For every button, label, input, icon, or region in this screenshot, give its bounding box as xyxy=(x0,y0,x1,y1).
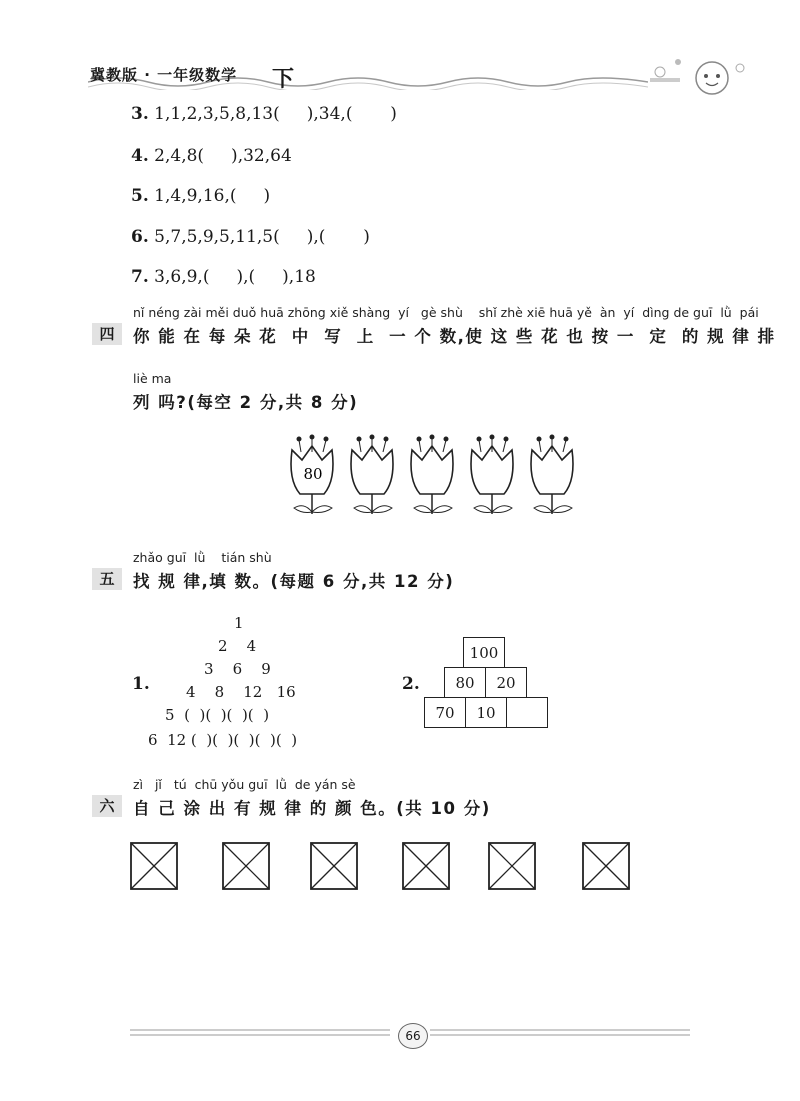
section4-instruction-line2: 列 吗?(每空 2 分,共 8 分) xyxy=(133,393,359,412)
triangle-row-3: 3 6 9 xyxy=(204,660,271,678)
cartoon-decoration-icon xyxy=(640,48,750,98)
section4-pinyin-line2: liè ma xyxy=(133,371,172,386)
section6-instruction: 自 己 涂 出 有 规 律 的 颜 色。(共 10 分) xyxy=(133,799,491,818)
section5-badge: 五 xyxy=(92,568,122,590)
triangle-row-1: 1 xyxy=(234,614,244,632)
page-number: 66 xyxy=(398,1023,428,1049)
flower-row xyxy=(280,432,580,524)
pyramid-cell-mid-left: 80 xyxy=(444,667,486,698)
sequence-question-7 xyxy=(131,267,316,287)
sequence-question-4 xyxy=(131,146,292,166)
book-volume: 下 xyxy=(272,67,295,92)
sequence-text: 1,4,9,16,( ) xyxy=(148,186,271,206)
sequence-question-5 xyxy=(131,186,270,206)
question-1-label: 1. xyxy=(132,674,150,694)
sequence-text: 1,1,2,3,5,8,13( ),34,( ) xyxy=(148,104,397,124)
section5-pinyin: zhǎo guī lǜ tián shù xyxy=(133,550,272,565)
coloring-box-4[interactable] xyxy=(402,842,450,890)
coloring-box-5[interactable] xyxy=(488,842,536,890)
pyramid-cell-bottom-left: 70 xyxy=(424,697,466,728)
section6-pinyin: zì jǐ tú chū yǒu guī lǜ de yán sè xyxy=(133,777,356,792)
question-2-label: 2. xyxy=(402,674,420,694)
question-number: 7. xyxy=(131,267,149,287)
pyramid-cell-top: 100 xyxy=(463,637,505,668)
coloring-box-6[interactable] xyxy=(582,842,630,890)
flower-value: 80 xyxy=(303,465,323,483)
sequence-question-6 xyxy=(131,227,370,247)
sequence-question-3 xyxy=(131,104,397,124)
question-number: 4. xyxy=(131,146,149,166)
section5-instruction: 找 规 律,填 数。(每题 6 分,共 12 分) xyxy=(133,572,455,591)
coloring-box-2[interactable] xyxy=(222,842,270,890)
tulip-flower-3 xyxy=(411,435,453,515)
tulip-flower-5 xyxy=(531,435,573,515)
question-number: 6. xyxy=(131,227,149,247)
sequence-text: 5,7,5,9,5,11,5( ),( ) xyxy=(148,227,370,247)
pyramid-cell-mid-right: 20 xyxy=(485,667,527,698)
triangle-row-5: 5 ( )( )( )( ) xyxy=(165,706,270,724)
coloring-box-1[interactable] xyxy=(130,842,178,890)
question-number: 5. xyxy=(131,186,149,206)
question-number: 3. xyxy=(131,104,149,124)
triangle-row-4: 4 8 12 16 xyxy=(186,683,296,701)
sequence-text: 3,6,9,( ),( ),18 xyxy=(148,267,316,287)
pyramid-cell-bottom-middle: 10 xyxy=(465,697,507,728)
tulip-flower-2 xyxy=(351,435,393,515)
coloring-box-3[interactable] xyxy=(310,842,358,890)
triangle-row-2: 2 4 xyxy=(218,637,257,655)
sequence-text: 2,4,8( ),32,64 xyxy=(148,146,292,166)
tulip-flower-4 xyxy=(471,435,513,515)
section4-pinyin-line1: nǐ néng zài měi duǒ huā zhōng xiě shàng yí gè shù shǐ zhè xiē huā yě àn yí dìng de guī lǜ pái xyxy=(133,305,759,320)
section4-badge: 四 xyxy=(92,323,122,345)
book-title: 冀教版 · 一年级数学 xyxy=(90,66,238,84)
section6-badge: 六 xyxy=(92,795,122,817)
triangle-row-6: 6 12 ( )( )( )( )( ) xyxy=(148,731,298,749)
pyramid-cell-bottom-right[interactable] xyxy=(506,697,548,728)
section4-instruction-line1: 你 能 在 每 朵 花 中 写 上 一 个 数,使 这 些 花 也 按 一 定 的 规 律 排 xyxy=(133,327,776,346)
